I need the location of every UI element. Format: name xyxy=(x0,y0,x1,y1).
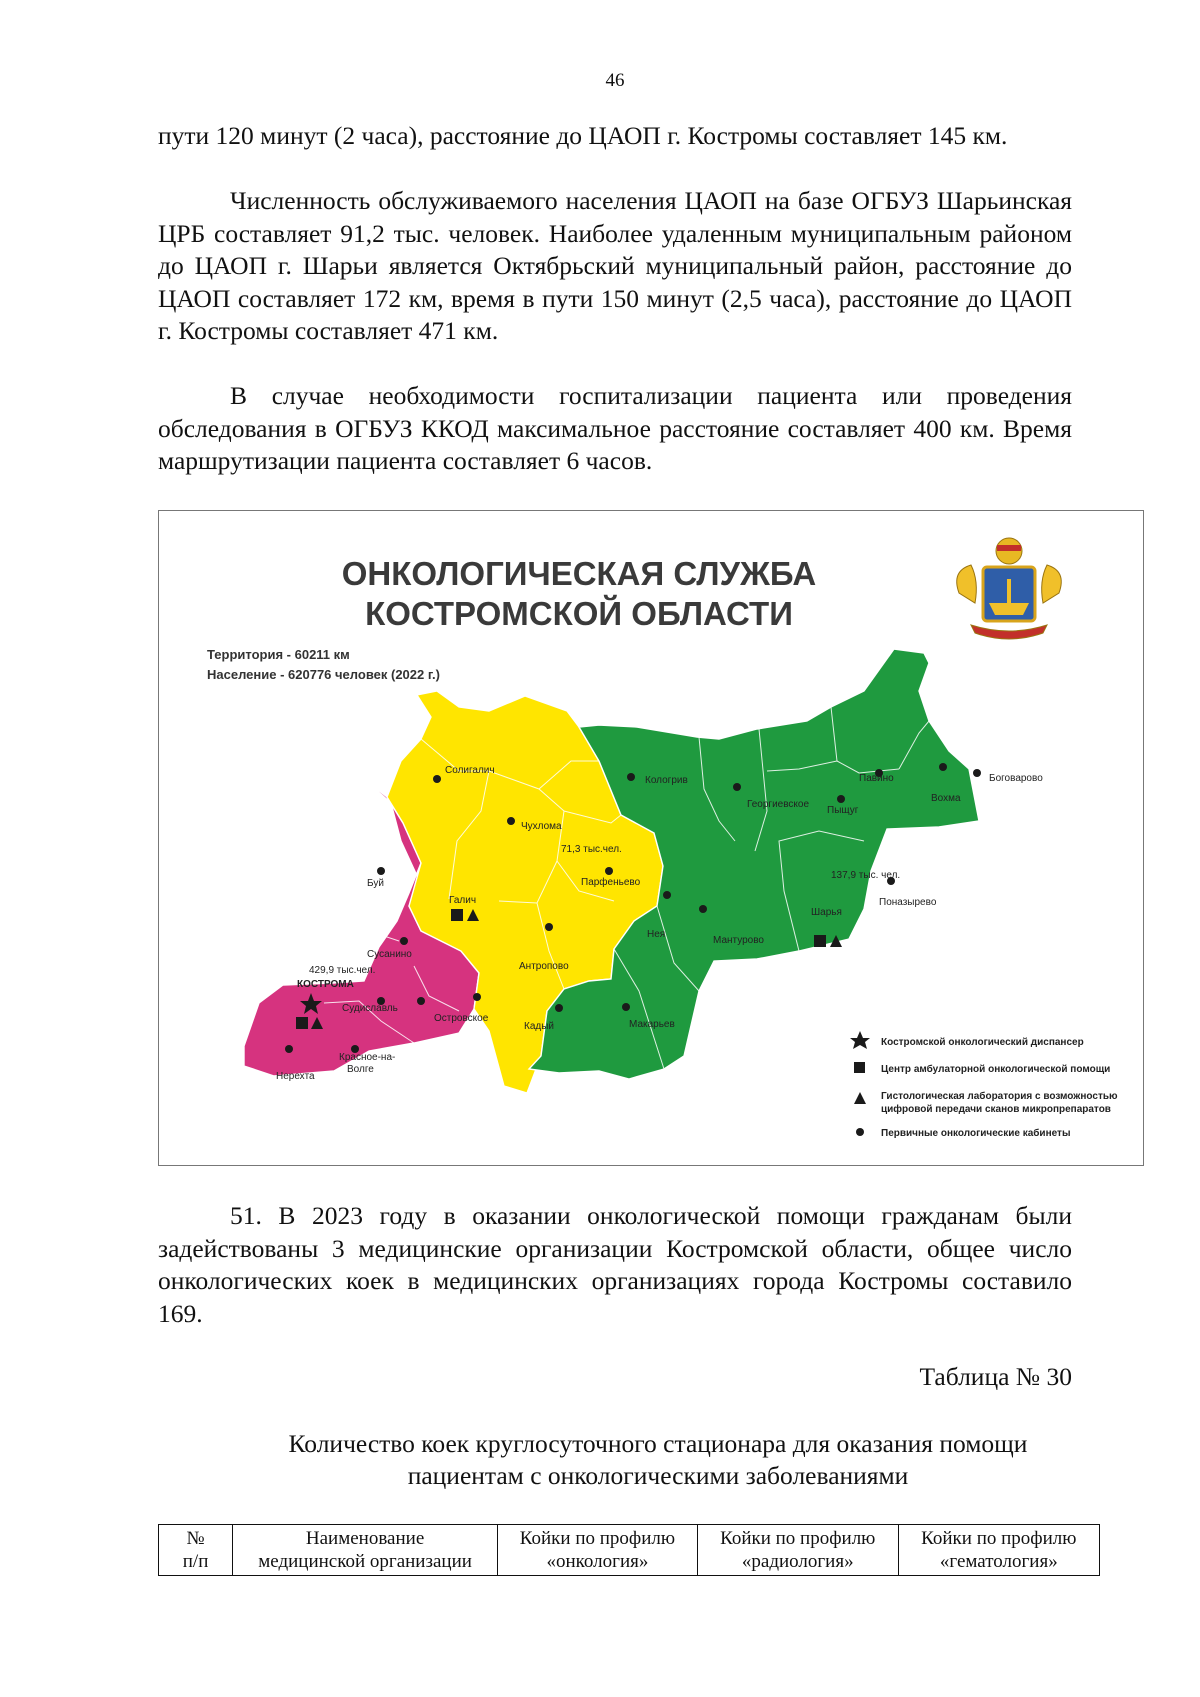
legend-square-text: Центр амбулаторной онкологической помощи xyxy=(881,1064,1111,1075)
header-hematology-beds: Койки по профилю «гематология» xyxy=(898,1525,1099,1576)
label-kostroma: КОСТРОМА xyxy=(297,979,354,990)
paragraph-2: Численность обслуживаемого населения ЦАОП на базе ОГБУЗ Шарьинская ЦРБ составляет 91,2 тыс. человек. Наиболее удаленным муниципальным районом до ЦАОП г. Шарьи является Октябрьский муниципальный район, расстояние до ЦАОП составляет 172 км, время в пути 150 минут (2,5 часа), расстояние до ЦАОП г. Костромы составляет 471 км. xyxy=(158,186,1072,345)
label-manturovo: Мантурово xyxy=(713,935,764,946)
label-ponazyrevo: Поназырево xyxy=(879,897,937,908)
label-bogovarovo: Боговарово xyxy=(989,773,1043,784)
beds-table xyxy=(158,1524,1100,1576)
legend-star-text: Костромской онкологический диспансер xyxy=(881,1037,1084,1048)
label-buy: Буй xyxy=(367,878,384,889)
header-number: № п/п xyxy=(159,1525,233,1576)
legend-triangle-icon xyxy=(854,1092,866,1104)
label-krasnoe-line2: Волге xyxy=(347,1064,374,1075)
label-galich: Галич xyxy=(449,895,477,906)
page-number: 46 xyxy=(605,70,625,91)
paragraph-3: В случае необходимости госпитализации пациента или проведения обследования в ОГБУЗ ККОД максимальное расстояние составляет 400 км. Время маршрутизации пациента составляет 6 часов. xyxy=(158,381,1072,475)
coat-of-arms-icon xyxy=(957,538,1062,639)
header-oncology-beds: Койки по профилю «онкология» xyxy=(498,1525,698,1576)
label-pop-east: 137,9 тыс. чел. xyxy=(831,870,901,881)
map-legend xyxy=(850,1031,1118,1139)
label-parfenyevo: Парфеньево xyxy=(581,877,641,888)
label-krasnoe-line1: Красное-на- xyxy=(339,1052,396,1063)
paragraph-1: пути 120 минут (2 часа), расстояние до ЦАОП г. Костромы составляет 145 км. xyxy=(158,121,1008,150)
label-georgievskoe: Георгиевское xyxy=(747,799,810,810)
table-title xyxy=(158,1428,1158,1492)
label-pop-west: 429,9 тыс.чел. xyxy=(309,965,376,976)
map-title-line2: КОСТРОМСКОЙ ОБЛАСТИ xyxy=(365,595,793,632)
oncology-service-map xyxy=(158,510,1144,1166)
label-pop-center: 71,3 тыс.чел. xyxy=(561,844,622,855)
label-kologriv: Кологрив xyxy=(645,775,688,786)
label-sudislavl: Судиславль xyxy=(342,1003,398,1014)
legend-triangle-text-1: Гистологическая лаборатория с возможностью xyxy=(881,1091,1118,1102)
table-title-line2: пациентам с онкологическими заболеваниями xyxy=(407,1461,909,1490)
label-ostrovskoe: Островское xyxy=(434,1013,489,1024)
label-vokhma: Вохма xyxy=(931,793,961,804)
header-radiology-beds: Койки по профилю «радиология» xyxy=(697,1525,898,1576)
header-organization: Наименование медицинской организации xyxy=(233,1525,498,1576)
label-chukhloma: Чухлома xyxy=(521,821,562,832)
label-sharya: Шарья xyxy=(811,907,842,918)
table-title-line1: Количество коек круглосуточного стационара для оказания помощи xyxy=(288,1429,1028,1458)
map-svg xyxy=(159,511,1144,1166)
map-title-line1: ОНКОЛОГИЧЕСКАЯ СЛУЖБА xyxy=(341,555,817,592)
legend-triangle-text-2: цифровой передачи сканов микропрепаратов xyxy=(881,1104,1111,1115)
legend-dot-text: Первичные онкологические кабинеты xyxy=(881,1128,1071,1139)
paragraph-4: 51. В 2023 году в оказании онкологической помощи гражданам были задействованы 3 медицинские организации Костромской области, общее число онкологических коек в медицинских организациях города Костромы составило 169. xyxy=(158,1201,1072,1328)
territory-stat: Территория - 60211 км xyxy=(207,647,350,662)
label-antropovo: Антропово xyxy=(519,961,569,972)
label-pavino: Павино xyxy=(859,773,894,784)
population-stat: Население - 620776 человек (2022 г.) xyxy=(207,667,440,682)
table-caption: Таблица № 30 xyxy=(919,1362,1072,1391)
legend-star-icon xyxy=(850,1031,870,1049)
legend-square-icon xyxy=(854,1062,865,1073)
label-pyshchug: Пыщуг xyxy=(827,805,859,816)
label-kadyy: Кадый xyxy=(524,1021,554,1032)
label-makaryev: Макарьев xyxy=(629,1019,675,1030)
label-nerekhta: Нерехта xyxy=(276,1071,315,1082)
legend-dot-icon xyxy=(856,1128,864,1136)
label-soligalich: Солигалич xyxy=(445,765,495,776)
label-susanino: Сусанино xyxy=(367,949,412,960)
table-header-row xyxy=(159,1525,1100,1576)
label-neya: Нея xyxy=(647,929,666,940)
